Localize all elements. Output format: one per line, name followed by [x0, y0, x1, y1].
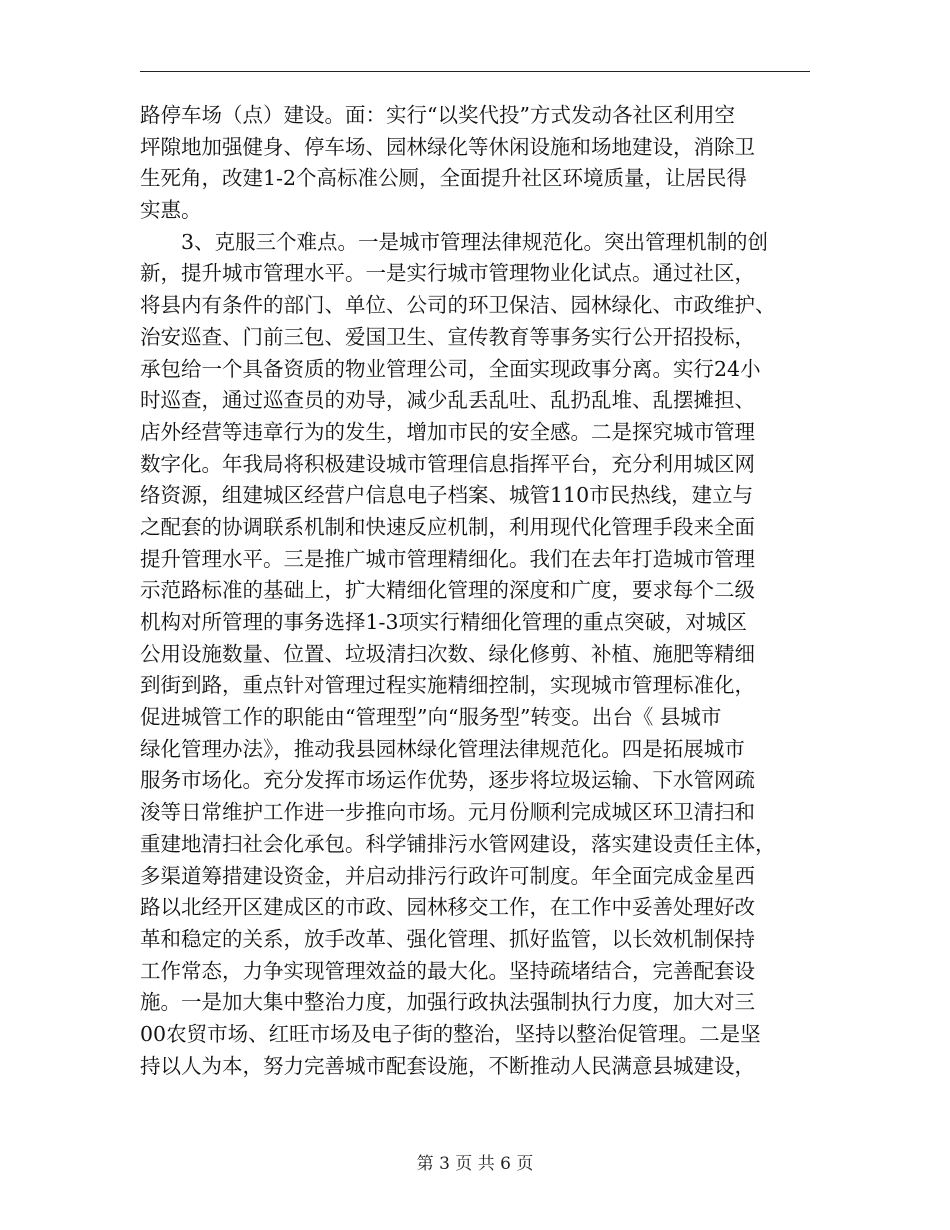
text-line: 施。一是加大集中整治力度，加强行政执法强制执行力度，加大对三: [140, 990, 755, 1015]
text-line: 店外经营等违章行为的发生，增加市民的安全感。二是探究城市管理: [140, 419, 755, 444]
text-line: 公用设施数量、位置、垃圾清扫次数、绿化修剪、补植、施肥等精细: [140, 641, 755, 666]
text-line: 绿化管理办法》，推动我县园林绿化管理法律规范化。四是拓展城市: [140, 736, 745, 761]
text-line: 服务市场化。充分发挥市场运作优势，逐步将垃圾运输、下水管网疏: [140, 768, 755, 793]
page-number-footer: 第 3 页 共 6 页: [416, 1154, 534, 1174]
text-line: 工作常态，力争实现管理效益的最大化。坚持疏堵结合，完善配套设: [140, 958, 755, 983]
text-line: 路停车场（点）建设。面：实行“以奖代投”方式发动各社区利用空: [140, 103, 735, 127]
text-line: 络资源，组建城区经营户信息电子档案、城管110市民热线，建立与: [140, 483, 754, 508]
text-line: 坪隙地加强健身、停车场、园林绿化等休闲设施和场地建设，消除卫: [140, 134, 755, 159]
document-body: [140, 100, 810, 1082]
text-line: 实惠。: [140, 198, 202, 223]
text-line: 时巡查，通过巡查员的劝导，减少乱丢乱吐、乱扔乱堆、乱摆摊担、: [140, 388, 755, 413]
text-line: 多渠道筹措建设资金，并启动排污行政许可制度。年全面完成金星西: [140, 863, 755, 888]
text-line: 治安巡查、门前三包、爱国卫生、宣传教育等事务实行公开招投标，: [140, 324, 755, 349]
text-line: 00农贸市场、红旺市场及电子街的整治，坚持以整治促管理。二是坚: [140, 1021, 761, 1046]
text-line: 生死角，改建1-2个高标准公厕，全面提升社区环境质量，让居民得: [140, 166, 748, 191]
text-line: 示范路标准的基础上，扩大精细化管理的深度和广度，要求每个二级: [140, 578, 755, 603]
text-line: 重建地清扫社会化承包。科学铺排污水管网建设，落实建设责任主体，: [140, 831, 776, 856]
text-line: 浚等日常维护工作进一步推向市场。元月份顺利完成城区环卫清扫和: [140, 800, 755, 825]
text-line: 数字化。年我局将积极建设城市管理信息指挥平台，充分利用城区网: [140, 451, 755, 476]
text-line: 承包给一个具备资质的物业管理公司，全面实现政事分离。实行24小: [140, 356, 761, 381]
paragraph-start-line: 3、克服三个难点。一是城市管理法律规范化。突出管理机制的创: [181, 229, 769, 254]
text-line: 机构对所管理的事务选择1-3项实行精细化管理的重点突破，对城区: [140, 610, 748, 634]
text-line: 将县内有条件的部门、单位、公司的环卫保洁、园林绿化、市政维护、: [140, 293, 776, 318]
text-line: 路以北经开区建成区的市政、园林移交工作，在工作中妥善处理好改: [140, 895, 755, 920]
text-line: 到街到路，重点针对管理过程实施精细控制，实现城市管理标准化，: [140, 673, 755, 698]
text-line: 持以人为本，努力完善城市配套设施，不断推动人民满意县城建设，: [140, 1053, 755, 1078]
text-line: 新，提升城市管理水平。一是实行城市管理物业化试点。通过社区，: [140, 261, 755, 286]
text-line: 之配套的协调联系机制和快速反应机制，利用现代化管理手段来全面: [140, 514, 755, 539]
header-rule: [140, 71, 810, 72]
text-line: 革和稳定的关系，放手改革、强化管理、抓好监管，以长效机制保持: [140, 926, 755, 951]
text-line: 提升管理水平。三是推广城市管理精细化。我们在去年打造城市管理: [140, 546, 755, 571]
text-line: 促进城管工作的职能由“管理型”向“服务型”转变。出台《 县城市: [140, 705, 722, 730]
